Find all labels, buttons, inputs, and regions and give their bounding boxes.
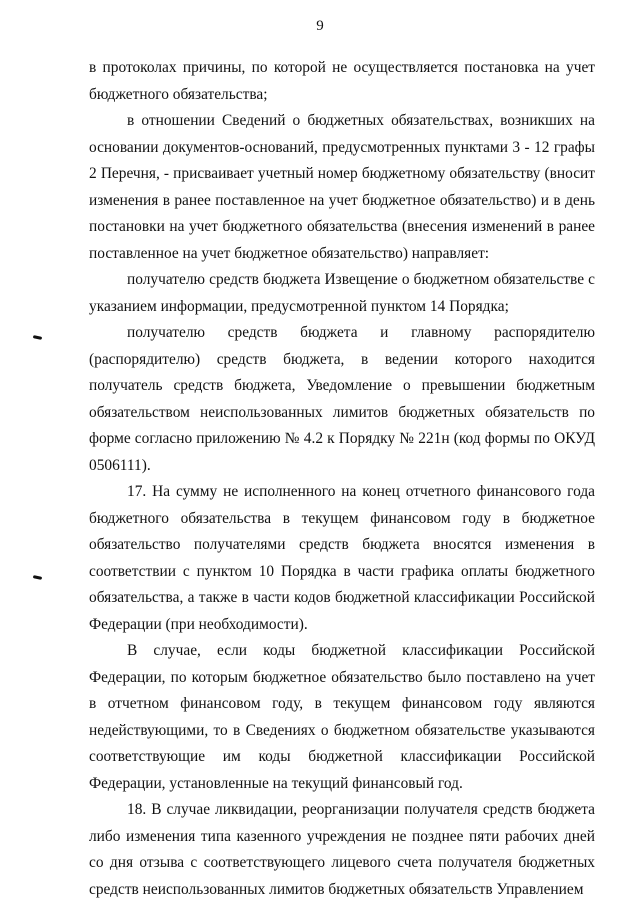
- paragraph: получателю средств бюджета и главному распорядителю (распорядителю) средств бюджета, в ведении которого находится получатель средств бюджета, Уведомление о превышении бюджетным обязательством неиспользованных лимитов бюджетных обязательств по форме согласно приложению № 4.2 к Порядку № 221н (код формы по ОКУД 0506111).: [89, 324, 595, 474]
- document-body: [89, 55, 595, 903]
- paragraph: получателю средств бюджета Извещение о бюджетном обязательстве с указанием информации, предусмотренной пунктом 14 Порядка;: [89, 271, 595, 315]
- margin-mark: [33, 335, 42, 340]
- paragraph: 17. На сумму не исполненного на конец отчетного финансового года бюджетного обязательства в текущем финансовом году в бюджетное обязательство получателями средств бюджета вносятся изменения в соответствии с пунктом 10 Порядка в части графика оплаты бюджетного обязательства, а также в части кодов бюджетной классификации Российской Федерации (при необходимости).: [89, 483, 595, 633]
- margin-mark: [33, 575, 42, 580]
- paragraph: в отношении Сведений о бюджетных обязательствах, возникших на основании документов-оснований, предусмотренных пунктами 3 - 12 графы 2 Перечня, - присваивает учетный номер бюджетному обязательству (вносит изменения в ранее поставленное на учет бюджетное обязательство) и в день постановки на учет бюджетного обязательства (внесения изменений в ранее поставленное на учет бюджетное обязательство) направляет:: [89, 112, 595, 262]
- paragraph: 18. В случае ликвидации, реорганизации получателя средств бюджета либо изменения типа казенного учреждения не позднее пяти рабочих дней со дня отзыва с соответствующего лицевого счета получателя бюджетных средств неиспользованных лимитов бюджетных обязательств Управлением: [89, 801, 595, 898]
- paragraph: В случае, если коды бюджетной классификации Российской Федерации, по которым бюджетное обязательство было поставлено на учет в отчетном финансовом году, в текущем финансовом году являются недействующими, то в Сведениях о бюджетном обязательстве указываются соответствующие им коды бюджетной классификации Российской Федерации, установленные на текущий финансовый год.: [89, 642, 595, 792]
- page-number: 9: [316, 18, 324, 34]
- paragraph: в протоколах причины, по которой не осуществляется постановка на учет бюджетного обязательства;: [89, 59, 595, 103]
